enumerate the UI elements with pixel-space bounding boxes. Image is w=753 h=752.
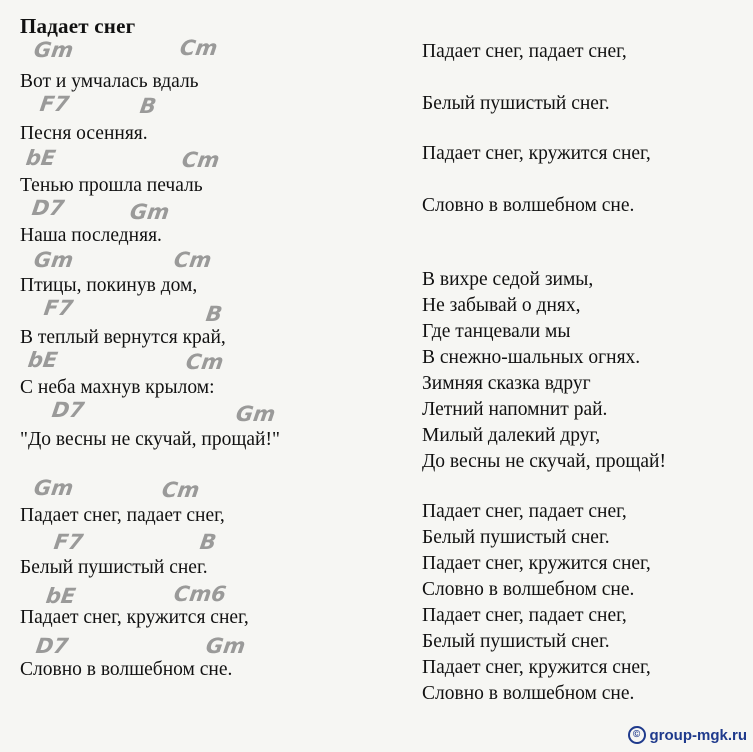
lyric-line: Птицы, покинув дом, <box>20 275 198 296</box>
chord: F7 <box>42 296 75 320</box>
lyric-line: Словно в волшебном сне. <box>422 683 635 704</box>
lyric-line: Вот и умчалась вдаль <box>20 71 199 92</box>
lyric-line: Песня осенняя. <box>20 123 148 144</box>
chord: bE <box>24 146 58 170</box>
lyric-line: Наша последняя. <box>20 225 162 246</box>
lyric-line: Падает снег, кружится снег, <box>20 607 249 628</box>
lyric-line: Тенью прошла печаль <box>20 175 203 196</box>
lyric-line: В снежно-шальных огнях. <box>422 347 641 368</box>
lyric-line: Белый пушистый снег. <box>422 527 610 548</box>
lyric-line: Белый пушистый снег. <box>422 93 610 114</box>
lyric-line: В теплый вернутся край, <box>20 327 226 348</box>
lyric-line: Падает снег, падает снег, <box>422 41 627 62</box>
chord: bE <box>44 584 78 608</box>
lyric-line: Зимняя сказка вдруг <box>422 373 591 394</box>
chord: B <box>198 530 218 554</box>
chord: Cm <box>160 478 202 502</box>
lyric-line: Словно в волшебном сне. <box>422 579 635 600</box>
chord: D7 <box>50 398 86 422</box>
lyric-line: Милый далекий друг, <box>422 425 601 446</box>
chord: F7 <box>38 92 71 116</box>
lyric-line: Падает снег, падает снег, <box>20 505 225 526</box>
chord: B <box>204 302 224 326</box>
chord: Gm <box>32 38 75 62</box>
lyric-line: Не забывай о днях, <box>422 295 581 316</box>
lyric-line: Где танцевали мы <box>422 321 571 342</box>
copyright-icon: © <box>628 726 646 744</box>
lyric-line: С неба махнув крылом: <box>20 377 215 398</box>
chord: Cm6 <box>172 582 228 606</box>
chord: Gm <box>32 248 75 272</box>
chord: Gm <box>204 634 247 658</box>
lyric-line: Летний напомнит рай. <box>422 399 608 420</box>
chord: Gm <box>128 200 171 224</box>
chord: B <box>138 94 158 118</box>
lyric-line: До весны не скучай, прощай! <box>422 451 666 472</box>
lyric-line: Падает снег, падает снег, <box>422 501 627 522</box>
chord: Gm <box>234 402 277 426</box>
chord: Cm <box>184 350 226 374</box>
chord: D7 <box>30 196 66 220</box>
lyric-line: Белый пушистый снег. <box>20 557 208 578</box>
lyric-line: Падает снег, кружится снег, <box>422 553 651 574</box>
lyric-line: "До весны не скучай, прощай!" <box>20 429 280 450</box>
chord: Cm <box>180 148 222 172</box>
chord: D7 <box>34 634 70 658</box>
chord: Cm <box>172 248 214 272</box>
chord: F7 <box>52 530 85 554</box>
lyric-line: Падает снег, падает снег, <box>422 605 627 626</box>
lyric-line: Словно в волшебном сне. <box>20 659 233 680</box>
watermark-text: group-mgk.ru <box>649 726 747 744</box>
chord: Cm <box>178 36 220 60</box>
lyric-line: Падает снег, кружится снег, <box>422 657 651 678</box>
chord: bE <box>26 348 60 372</box>
lyric-line: В вихре седой зимы, <box>422 269 594 290</box>
lyric-line: Падает снег, кружится снег, <box>422 143 651 164</box>
site-watermark <box>628 726 748 744</box>
lyric-line: Белый пушистый снег. <box>422 631 610 652</box>
chord: Gm <box>32 476 75 500</box>
lyric-line: Словно в волшебном сне. <box>422 195 635 216</box>
song-title: Падает снег <box>20 14 136 38</box>
